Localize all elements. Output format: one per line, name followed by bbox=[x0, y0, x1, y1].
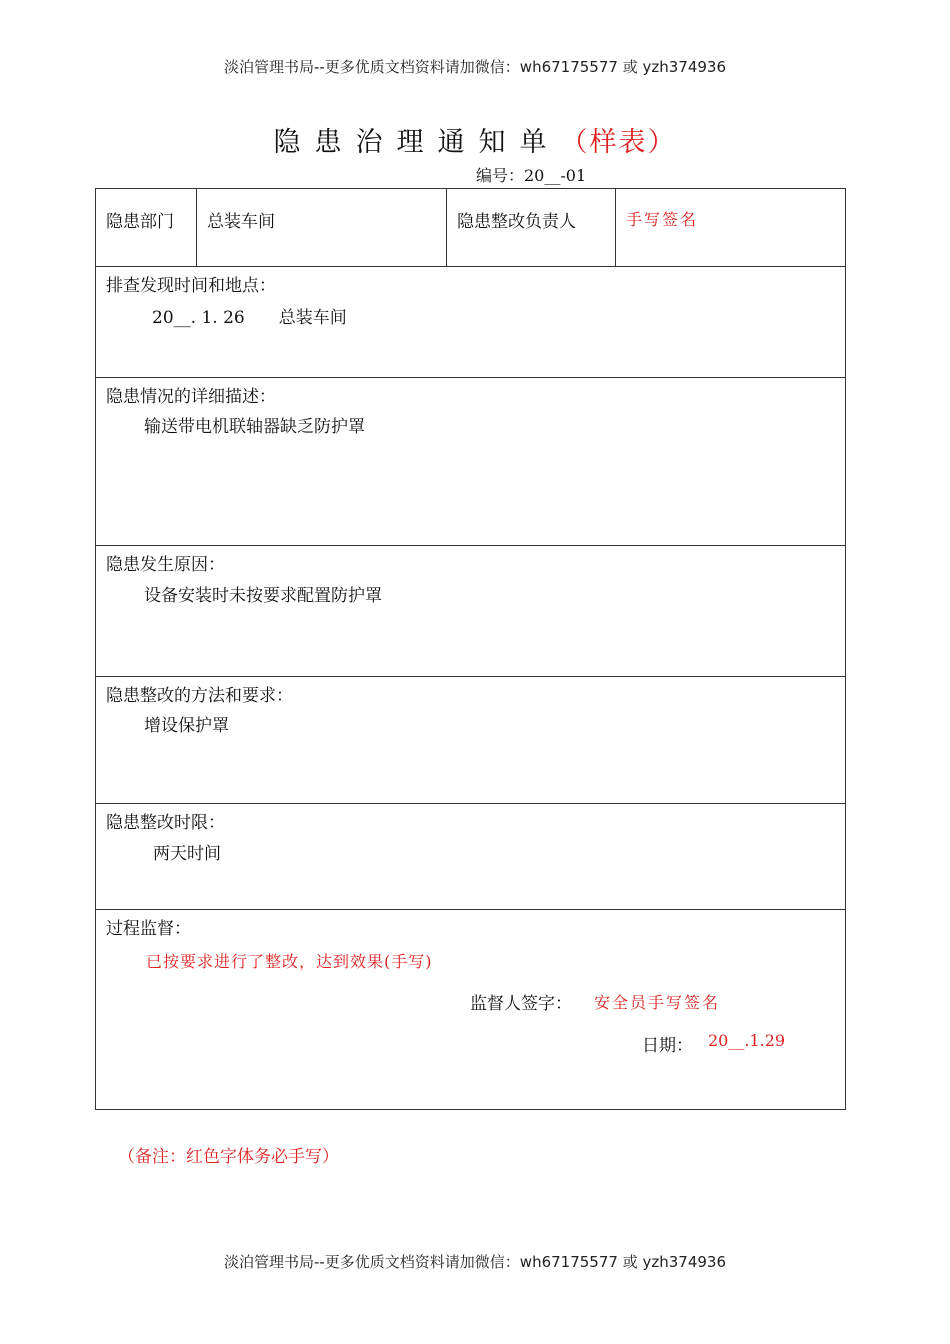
discovery-label: 排查发现时间和地点： bbox=[106, 276, 276, 296]
notice-form-table bbox=[95, 188, 846, 1110]
owner-signature: 手写签名 bbox=[626, 210, 699, 229]
title-sample-suffix: （样表） bbox=[560, 127, 677, 158]
remark-note: （备注：红色字体务必手写） bbox=[118, 1147, 339, 1167]
deadline-value: 两天时间 bbox=[153, 844, 221, 864]
department-label-cell bbox=[96, 189, 197, 266]
description-label: 隐患情况的详细描述： bbox=[106, 387, 276, 407]
method-label: 隐患整改的方法和要求： bbox=[106, 686, 293, 706]
department-value-cell bbox=[197, 189, 447, 266]
cause-value: 设备安装时未按要求配置防护罩 bbox=[144, 586, 382, 606]
department-row bbox=[96, 189, 845, 267]
owner-label-cell bbox=[447, 189, 616, 266]
supervision-handwritten-note: 已按要求进行了整改，达到效果(手写) bbox=[146, 952, 433, 971]
supervision-section bbox=[96, 909, 845, 1109]
description-section bbox=[96, 377, 845, 546]
document-number: 编号：20__-01 bbox=[476, 166, 587, 185]
owner-value-cell bbox=[616, 189, 845, 266]
document-title bbox=[0, 120, 950, 159]
method-section bbox=[96, 676, 845, 804]
discovery-value: 20__. 1. 26 总装车间 bbox=[152, 308, 347, 328]
deadline-section bbox=[96, 803, 845, 910]
supervisor-signature: 安全员手写签名 bbox=[594, 993, 721, 1012]
title-text: 隐患治理通知单 bbox=[273, 127, 561, 158]
description-value: 输送带电机联轴器缺乏防护罩 bbox=[144, 417, 365, 437]
deadline-label: 隐患整改时限： bbox=[106, 813, 225, 833]
supervision-label: 过程监督： bbox=[106, 919, 191, 939]
date-label: 日期： bbox=[642, 1036, 693, 1056]
supervisor-label: 监督人签字： bbox=[470, 994, 572, 1014]
cause-section bbox=[96, 545, 845, 677]
date-value: 20__.1.29 bbox=[708, 1031, 786, 1050]
discovery-section bbox=[96, 266, 845, 378]
method-value: 增设保护罩 bbox=[144, 716, 229, 736]
page-footer-line: 淡泊管理书局--更多优质文档资料请加微信：wh67175577 或 yzh374936 bbox=[223, 1253, 726, 1271]
cause-label: 隐患发生原因： bbox=[106, 555, 225, 575]
page-header-line: 淡泊管理书局--更多优质文档资料请加微信：wh67175577 或 yzh374936 bbox=[223, 58, 726, 76]
owner-label: 隐患整改负责人 bbox=[457, 212, 576, 232]
department-label: 隐患部门 bbox=[106, 212, 174, 232]
department-value: 总装车间 bbox=[207, 212, 275, 232]
